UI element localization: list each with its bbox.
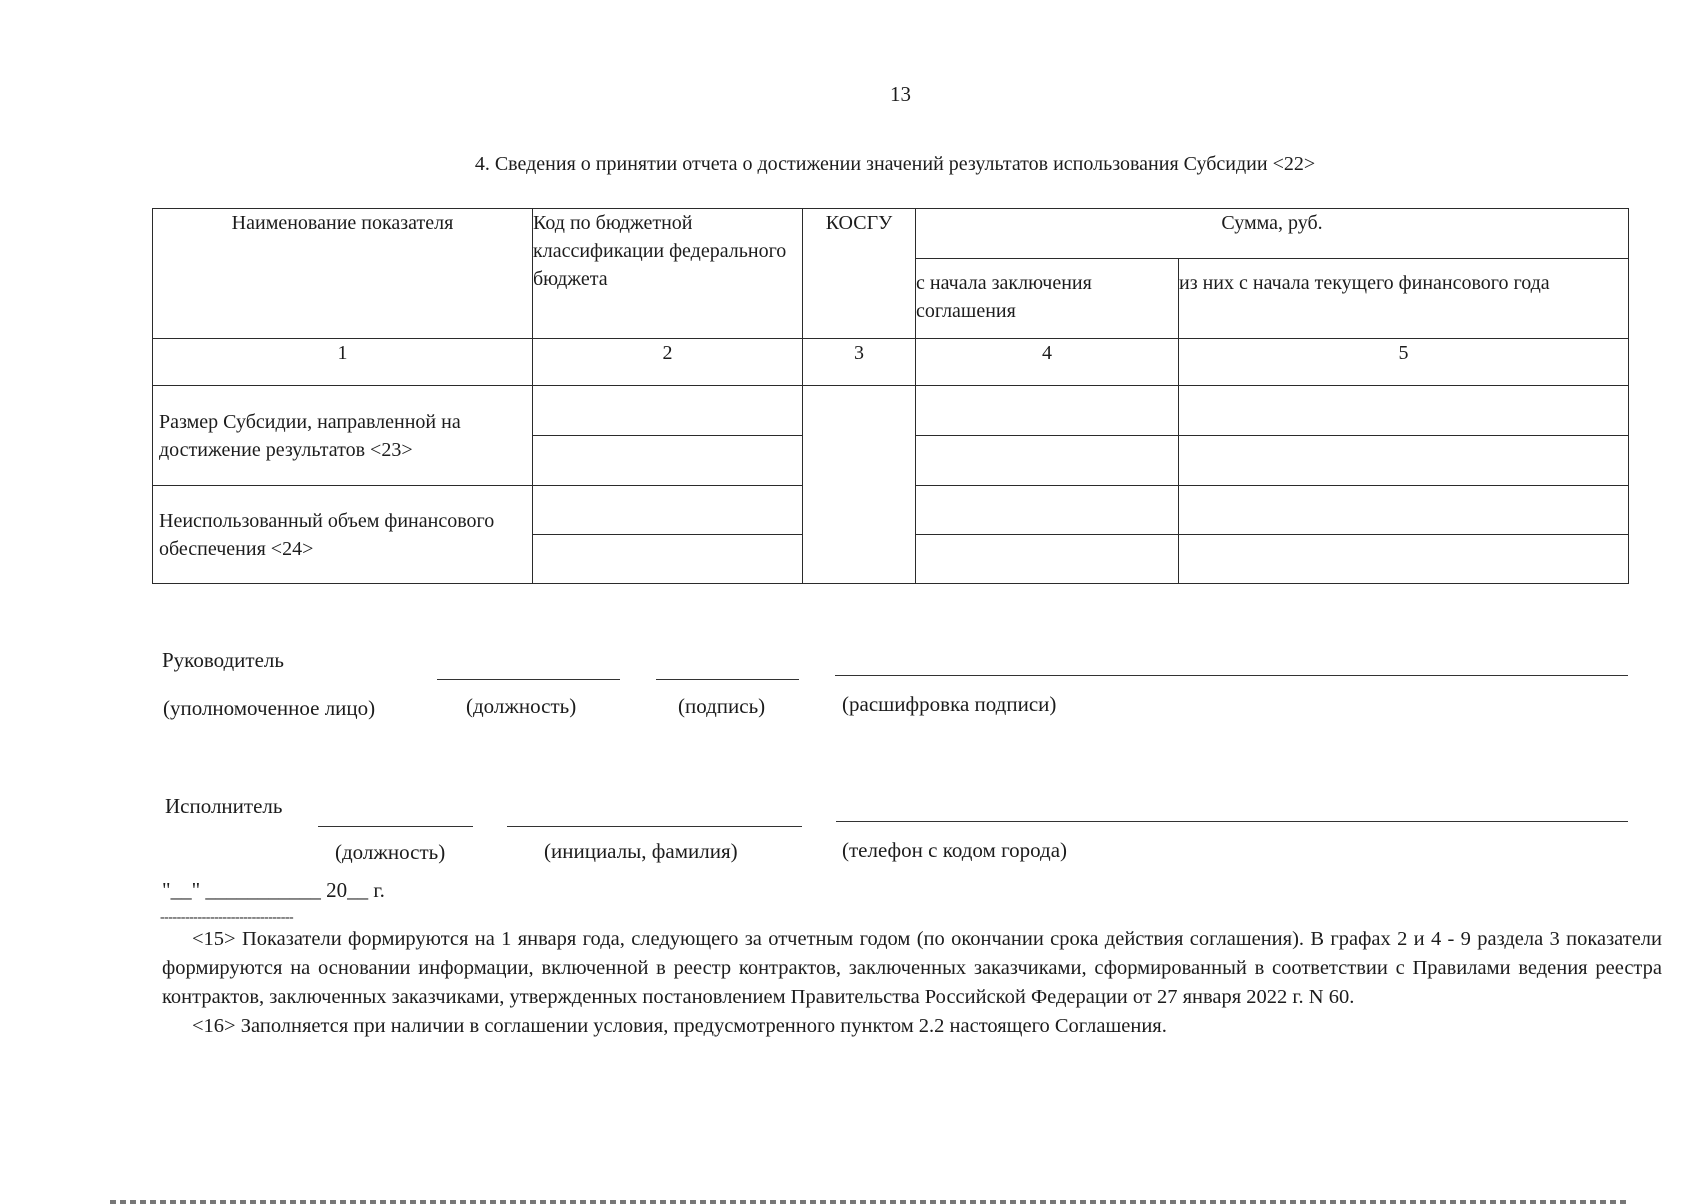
header-indicator-name: Наименование показателя: [153, 209, 533, 339]
row-label-unused-volume: Неиспользованный объем финансового обеспечения <24>: [153, 486, 533, 584]
signature-decoding-caption: (расшифровка подписи): [842, 692, 1057, 716]
column-number: 5: [1179, 339, 1629, 386]
head-label: Руководитель: [162, 648, 284, 672]
header-sum-from-start: с начала заключения соглашения: [916, 259, 1179, 339]
header-sum-current-year: из них с начала текущего финансового года: [1179, 259, 1629, 339]
header-sum: Сумма, руб.: [916, 209, 1629, 259]
table-cell: [1179, 486, 1629, 535]
column-number: 3: [803, 339, 916, 386]
position-caption: (должность): [466, 694, 577, 718]
column-number: 1: [153, 339, 533, 386]
date-line: "__" ___________ 20__ г.: [162, 878, 385, 902]
initials-line: [507, 826, 802, 827]
table-cell: [533, 436, 803, 486]
exec-position-line: [318, 826, 473, 827]
position-line: [437, 679, 620, 680]
header-kosgu: КОСГУ: [803, 209, 916, 339]
table-cell: [916, 486, 1179, 535]
footnote-separator: --------------------------------: [160, 910, 294, 925]
table-cell-kosgu: [803, 386, 916, 584]
exec-position-caption: (должность): [335, 840, 446, 864]
phone-caption: (телефон с кодом города): [842, 838, 1068, 862]
head-sub-label: (уполномоченное лицо): [163, 696, 376, 720]
scan-artifact: [110, 1200, 1630, 1204]
table-cell: [533, 386, 803, 436]
table-cell: [533, 486, 803, 535]
phone-line: [836, 821, 1628, 822]
table-cell: [1179, 436, 1629, 486]
row-label-subsidy-size: Размер Субсидии, направленной на достижение результатов <23>: [153, 386, 533, 486]
initials-caption: (инициалы, фамилия): [544, 839, 738, 863]
table-cell: [1179, 386, 1629, 436]
executor-label: Исполнитель: [165, 794, 283, 818]
header-budget-code: Код по бюджетной классификации федерального бюджета: [533, 209, 803, 339]
section-title: 4. Сведения о принятии отчета о достижении значений результатов использования Субсидии <22>: [474, 153, 1316, 175]
table-cell: [916, 386, 1179, 436]
footnote-15: <15> Показатели формируются на 1 января года, следующего за отчетным годом (по окончании срока действия соглашения). В графах 2 и 4 - 9 раздела 3 показатели формируются на основании информации, включенной в реестр контрактов, заключенных заказчиками, сформированный в соответствии с Правилами ведения реестра контрактов, заключенных заказчиками, утвержденных постановлением Правительства Российской Федерации от 27 января 2022 г. N 60.: [162, 928, 1662, 1008]
signature-caption: (подпись): [678, 694, 766, 718]
table-cell: [533, 535, 803, 584]
footnote-16: <16> Заполняется при наличии в соглашении условия, предусмотренного пунктом 2.2 настоящего Соглашения.: [192, 1015, 1167, 1037]
column-number: 4: [916, 339, 1179, 386]
signature-line: [656, 679, 799, 680]
report-table: [152, 208, 1629, 584]
column-number: 2: [533, 339, 803, 386]
table-cell: [916, 436, 1179, 486]
footnotes: [162, 925, 1662, 1041]
page-number: 13: [890, 82, 911, 106]
signature-decoding-line: [835, 675, 1628, 676]
table-cell: [1179, 535, 1629, 584]
table-cell: [916, 535, 1179, 584]
